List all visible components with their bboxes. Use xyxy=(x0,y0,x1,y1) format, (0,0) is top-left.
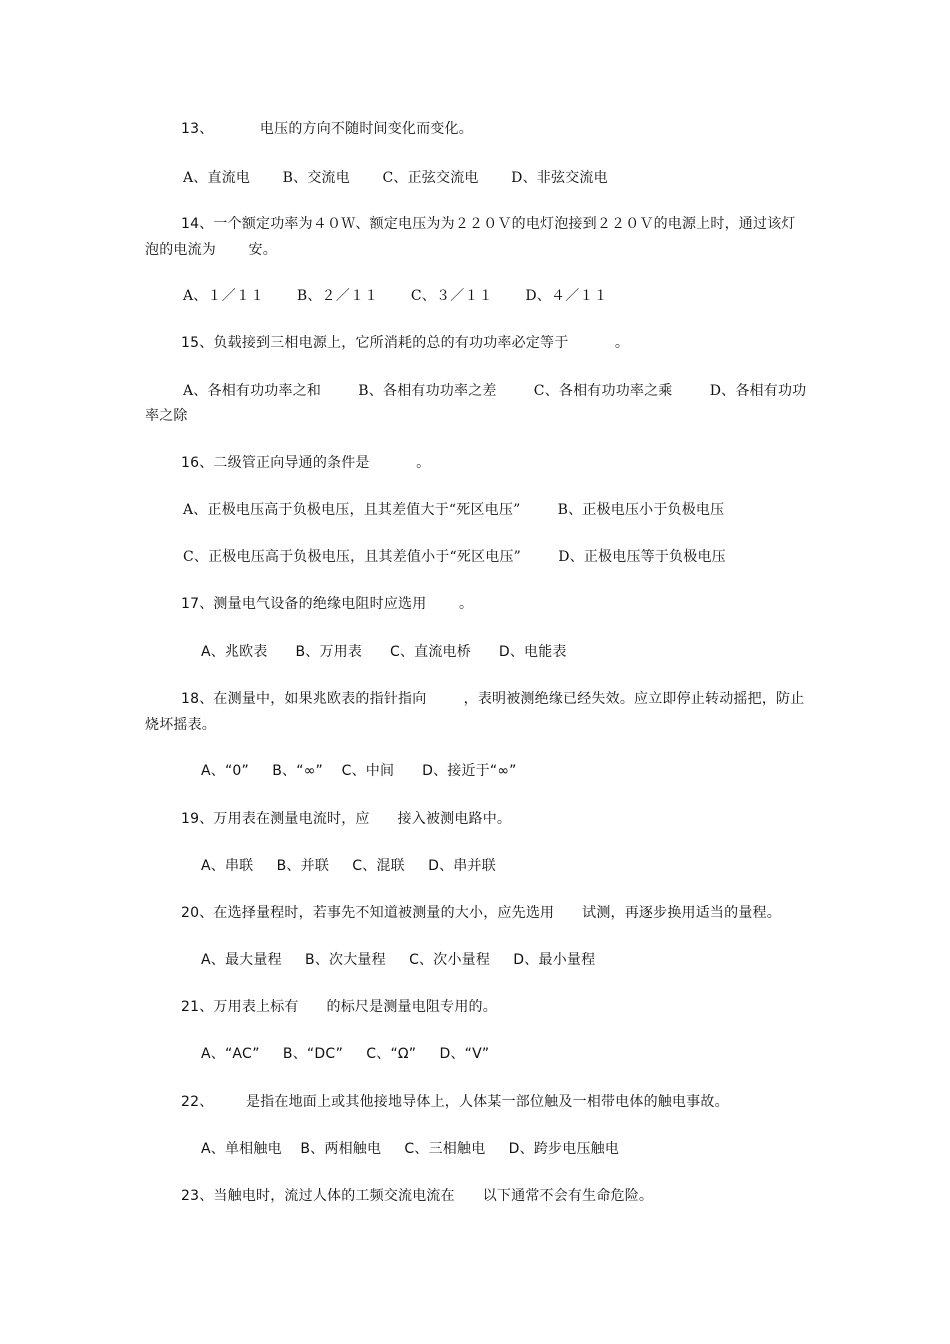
question-17-options: A、兆欧表 B、万用表 C、直流电桥 D、电能表 xyxy=(201,644,567,660)
question-14-line-2: 泡的电流为 安。 xyxy=(145,242,277,258)
question-22-options: A、单相触电 B、两相触电 C、三相触电 D、跨步电压触电 xyxy=(201,1141,620,1157)
question-20: 20、在选择量程时，若事先不知道被测量的大小，应先选用 试测，再逐步换用适当的量程。 xyxy=(181,905,781,921)
question-14-line-1: 14、一个额定功率为４０Ｗ、额定电压为为２２０Ｖ的电灯泡接到２２０Ｖ的电源上时，通过该灯 xyxy=(181,216,796,232)
question-13: 13、 电压的方向不随时间变化而变化。 xyxy=(181,121,473,137)
question-21: 21、万用表上标有 的标尺是测量电阻专用的。 xyxy=(181,999,497,1015)
question-19-options: A、串联 B、并联 C、混联 D、串并联 xyxy=(201,858,496,874)
question-18-line-2: 烧坏摇表。 xyxy=(145,717,216,733)
question-18-line-1: 18、在测量中，如果兆欧表的指针指向 ，表明被测绝缘已经失效。应立即停止转动摇把，防止 xyxy=(181,691,805,707)
question-21-options: A、“AC” B、“DC” C、“Ω” D、“V” xyxy=(201,1046,490,1062)
question-16-options-line-1: A、正极电压高于负极电压，且其差值大于“死区电压” B、正极电压小于负极电压 xyxy=(183,502,725,518)
question-15-options-line-1: A、各相有功功率之和 B、各相有功功率之差 C、各相有功功率之乘 D、各相有功功 xyxy=(183,383,807,399)
question-16-options-line-2: C、正极电压高于负极电压，且其差值小于“死区电压” D、正极电压等于负极电压 xyxy=(183,549,726,565)
question-15-options-line-2: 率之除 xyxy=(145,408,188,424)
question-17: 17、测量电气设备的绝缘电阻时应选用 。 xyxy=(181,596,474,612)
question-15: 15、负载接到三相电源上，它所消耗的总的有功功率必定等于 。 xyxy=(181,335,630,351)
question-16: 16、二级管正向导通的条件是 。 xyxy=(181,455,431,471)
question-14-options: A、１／１１ B、２／１１ C、３／１１ D、４／１１ xyxy=(183,288,608,304)
question-19: 19、万用表在测量电流时，应 接入被测电路中。 xyxy=(181,811,512,827)
question-23: 23、当触电时，流过人体的工频交流电流在 以下通常不会有生命危险。 xyxy=(181,1188,654,1204)
question-20-options: A、最大量程 B、次大量程 C、次小量程 D、最小量程 xyxy=(201,952,596,968)
question-22: 22、 是指在地面上或其他接地导体上，人体某一部位触及一相带电体的触电事故。 xyxy=(181,1094,729,1110)
question-18-options: A、“0” B、“∞” C、中间 D、接近于“∞” xyxy=(201,763,517,779)
question-13-options: A、直流电 B、交流电 C、正弦交流电 D、非弦交流电 xyxy=(183,170,608,186)
